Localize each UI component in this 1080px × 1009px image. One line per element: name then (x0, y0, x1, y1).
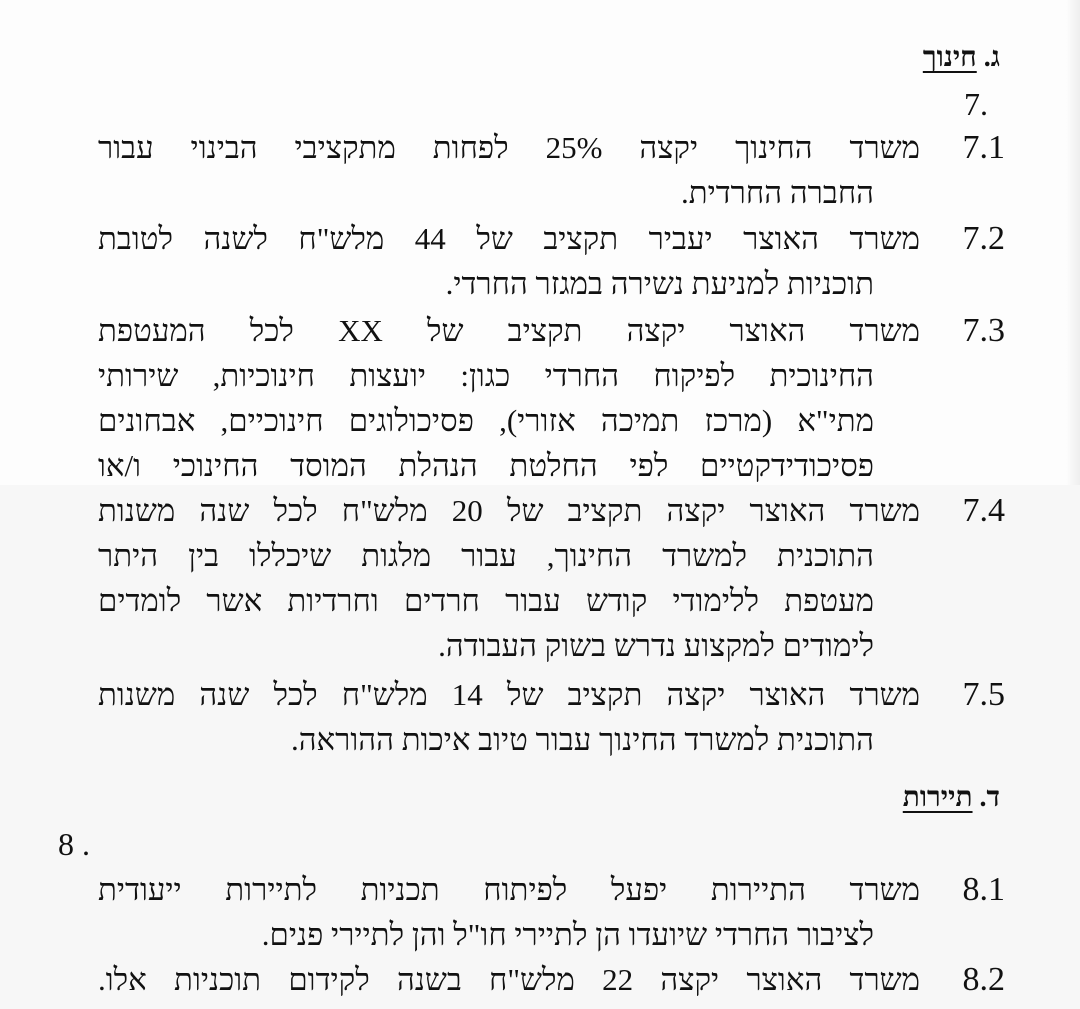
section-heading-tourism (903, 782, 1000, 814)
clause-line: פסיכודידקטיים לפי החלטת הנהלת המוסד החינוכי ו/או (98, 448, 874, 483)
clause-line: משרד האוצר יקצה 22 מלש"ח בשנה לקידום תוכניות אלו. (98, 962, 920, 997)
clause-number: 7.2 (962, 220, 1005, 257)
clause-line: לימודים למקצוע נדרש בשוק העבודה. (438, 628, 874, 663)
clause-line: משרד האוצר יקצה תקציב של XX לכל המעטפת (98, 313, 920, 348)
clause-number: 7.1 (962, 129, 1005, 166)
clause-7-4 (98, 489, 1005, 669)
section-title: חינוך (922, 42, 977, 73)
clause-line: תוכניות למניעת נשירה במגזר החרדי. (445, 266, 874, 301)
clause-7-2 (98, 217, 1005, 307)
clause-number: 8.2 (962, 961, 1005, 998)
clause-7-3 (98, 309, 1005, 489)
clause-line: מעטפת ללימודי קודש עבור חרדים וחרדיות אשר לומדים (98, 583, 874, 618)
section-title: תיירות (902, 782, 973, 813)
clause-line: החינוכית לפיקוח החרדי כגון: יועצות חינוכיות, שירותי (98, 358, 874, 393)
clause-line: החברה החרדית. (680, 175, 874, 210)
clause-line: משרד האוצר יעביר תקציב של 44 מלש"ח לשנה לטובת (98, 221, 920, 256)
clause-line: מתי"א (מרכז תמיכה אזורי), פסיכולוגים חינוכיים, אבחונים (98, 403, 874, 438)
section-letter: ד. (979, 782, 1000, 813)
clause-7-5 (98, 673, 1005, 763)
clause-number: 7.4 (962, 492, 1005, 529)
clause-number: 7.5 (962, 676, 1005, 713)
section-letter: ג. (983, 42, 1000, 73)
section-heading-education (923, 42, 1000, 74)
clause-8-2 (98, 958, 1005, 1003)
clause-7-1 (98, 126, 1005, 216)
clause-line: התוכנית למשרד החינוך, עבור מלגות שיכללו בין היתר (98, 538, 874, 573)
clause-number: 7.3 (962, 312, 1005, 349)
scan-edge-shadow (1066, 0, 1080, 485)
section-number: 7. (964, 86, 988, 122)
clause-line: לציבור החרדי שיועדו הן לתיירי חו"ל והן לתיירי פנים. (261, 917, 874, 952)
clause-line: משרד החינוך יקצה 25% לפחות מתקציבי הבינוי עבור (98, 130, 920, 165)
clause-8-1 (98, 868, 1005, 958)
clause-line: התוכנית למשרד החינוך עבור טיוב איכות ההוראה. (290, 722, 874, 757)
section-number: 8 . (58, 826, 90, 862)
clause-line: משרד האוצר יקצה תקציב של 20 מלש"ח לכל שנה משנות (98, 493, 920, 528)
clause-number: 8.1 (962, 871, 1005, 908)
clause-line: משרד האוצר יקצה תקציב של 14 מלש"ח לכל שנה משנות (98, 677, 920, 712)
clause-line: משרד התיירות יפעל לפיתוח תכניות לתיירות ייעודית (98, 872, 920, 907)
